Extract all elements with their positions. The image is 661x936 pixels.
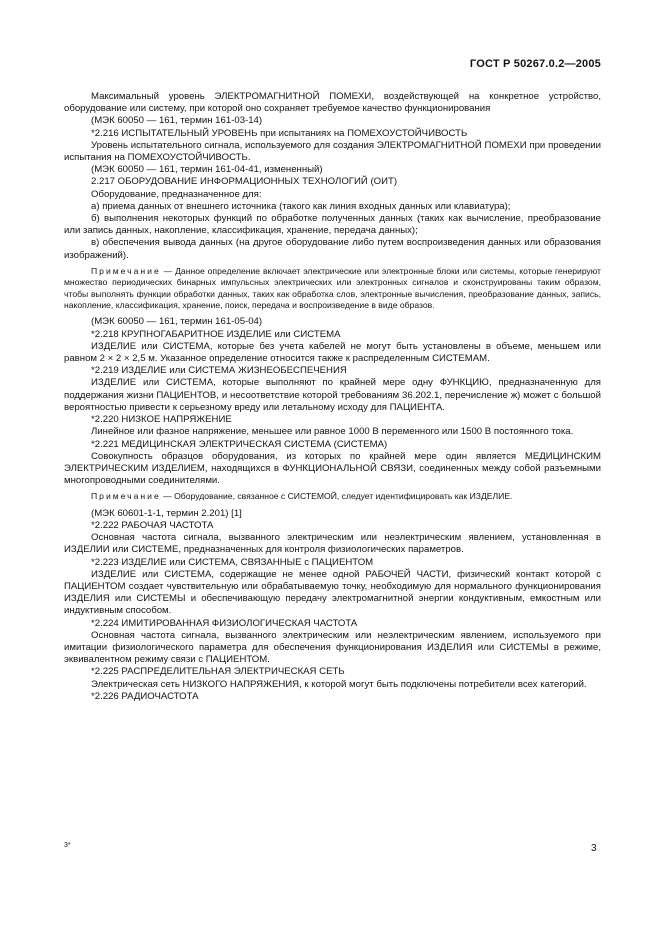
term-heading: *2.222 РАБОЧАЯ ЧАСТОТА [91, 519, 214, 531]
list-item: в) обеспечения вывода данных (на другое оборудование либо путем воспроизведения данных или образования изображений). [64, 237, 601, 261]
list-item: а) приема данных от внешнего источника (такого как линия входных данных или клавиатура); [91, 200, 511, 212]
note-text: — Оборудование, связанное с СИСТЕМОЙ, следует идентифицировать как ИЗДЕЛИЕ. [160, 491, 513, 502]
paragraph: Линейное или фазное напряжение, меньшее или равное 1000 В переменного или 1500 В постоянного тока. [91, 426, 574, 438]
term-heading: *2.216 ИСПЫТАТЕЛЬНЫЙ УРОВЕНЬ при испытаниях на ПОМЕХОУСТОЙЧИВОСТЬ [91, 127, 468, 139]
reference: (МЭК 60050 — 161, термин 161-03-14) [91, 115, 263, 127]
term-heading: *2.226 РАДИОЧАСТОТА [91, 690, 199, 702]
reference: (МЭК 60050 — 161, термин 161-04-41, измененный) [91, 164, 323, 176]
note [64, 491, 601, 502]
term-heading: *2.219 ИЗДЕЛИЕ или СИСТЕМА ЖИЗНЕОБЕСПЕЧЕНИЯ [91, 365, 347, 377]
note-text: — Данное определение включает электрические или электронные блоки или системы, которые генерируют множество периодических бинарных импульсных электрических или электронных сигналов и сконструированы таким образом, чтобы выполнять функции обработки данных, таких как обработка слов, электронные вычисления, преобразование данных, запись, накопление, классификация, хранение, поиск, передача и воспроизведение в виде образов. [64, 265, 601, 311]
note-label: Примечание [91, 491, 161, 502]
paragraph: ИЗДЕЛИЕ или СИСТЕМА, которые без учета кабелей не могут быть установлены в объеме, меньшем или равном 2 × 2 × 2,5 м. Указанное определение относится также к распределенным СИСТЕМАМ. [64, 340, 601, 365]
reference: (МЭК 60050 — 161, термин 161-05-04) [91, 316, 263, 328]
page-number: 3 [591, 843, 597, 854]
sheet-mark: 3* [64, 842, 71, 849]
note [64, 266, 601, 312]
note-label: Примечание [91, 265, 161, 276]
term-heading: *2.218 КРУПНОГАБАРИТНОЕ ИЗДЕЛИЕ или СИСТЕМА [91, 328, 341, 340]
paragraph: Оборудование, предназначенное для: [91, 188, 262, 200]
paragraph: Максимальный уровень ЭЛЕКТРОМАГНИТНОЙ ПОМЕХИ, воздействующей на конкретное устройство, оборудование или систему, при которой оно сохраняет требуемое качество функционирования [64, 91, 601, 115]
paragraph: ИЗДЕЛИЕ или СИСТЕМА, содержащие не менее одной РАБОЧЕЙ ЧАСТИ, физический контакт которой с ПАЦИЕНТОМ создает чувствительную или обрабатываемую точку, необходимую для нормального функционирования ИЗДЕЛИЯ или СИСТЕМЫ и обеспечивающую передачу электромагнитной энергии кондуктивным, емкостным или индуктивным способом. [64, 568, 601, 617]
standard-designation: ГОСТ Р 50267.0.2—2005 [469, 58, 601, 70]
document-body [64, 91, 601, 703]
paragraph: Совокупность образцов оборудования, из которых по крайней мере один является МЕДИЦИНСКИМ ЭЛЕКТРИЧЕСКИМ ИЗДЕЛИЕМ, находящихся в ФУНКЦИОНАЛЬНОЙ СВЯЗИ, соединенных между собой разъемными многопроводными соединителями. [64, 450, 601, 487]
paragraph: Электрическая сеть НИЗКОГО НАПРЯЖЕНИЯ, к которой могут быть подключены потребители всех категорий. [91, 678, 587, 690]
term-heading: *2.220 НИЗКОЕ НАПРЯЖЕНИЕ [91, 414, 232, 426]
paragraph: Уровень испытательного сигнала, используемого для создания ЭЛЕКТРОМАГНИТНОЙ ПОМЕХИ при проведении испытания на ПОМЕХОУСТОЙЧИВОСТЬ. [64, 139, 601, 164]
paragraph: Основная частота сигнала, вызванного электрическим или неэлектрическим явлением, используемого при имитации физиологического параметра для обеспечения функционирования ИЗДЕЛИЯ или СИСТЕМЫ в режиме, эквивалентном режиму связи с ПАЦИЕНТОМ. [64, 629, 601, 666]
list-item: б) выполнения некоторых функций по обработке полученных данных (таких как вычисление, преобразование или запись данных, накопление, классификация, хранение, передача данных); [64, 213, 601, 237]
paragraph: Основная частота сигнала, вызванного электрическим или неэлектрическим явлением, установленная в ИЗДЕЛИИ или СИСТЕМЕ, предназначенных для контроля физиологических параметров. [64, 532, 601, 556]
term-heading: *2.224 ИМИТИРОВАННАЯ ФИЗИОЛОГИЧЕСКАЯ ЧАСТОТА [91, 617, 358, 629]
term-heading: *2.221 МЕДИЦИНСКАЯ ЭЛЕКТРИЧЕСКАЯ СИСТЕМА (СИСТЕМА) [91, 438, 388, 450]
term-heading: *2.225 РАСПРЕДЕЛИТЕЛЬНАЯ ЭЛЕКТРИЧЕСКАЯ СЕТЬ [91, 666, 345, 678]
term-heading: 2.217 ОБОРУДОВАНИЕ ИНФОРМАЦИОННЫХ ТЕХНОЛОГИЙ (ОИТ) [91, 176, 398, 188]
paragraph: ИЗДЕЛИЕ или СИСТЕМА, которые выполняют по крайней мере одну ФУНКЦИЮ, предназначенную для поддержания жизни ПАЦИЕНТОВ, и несоответствие которой требованиям 36.202.1, перечисление ж) может с большой вероятностью привести к серьезному вреду или летальному исходу для ПАЦИЕНТА. [64, 377, 601, 413]
term-heading: *2.223 ИЗДЕЛИЕ или СИСТЕМА, СВЯЗАННЫЕ с ПАЦИЕНТОМ [91, 556, 374, 568]
reference: (МЭК 60601-1-1, термин 2.201) [1] [91, 507, 242, 519]
